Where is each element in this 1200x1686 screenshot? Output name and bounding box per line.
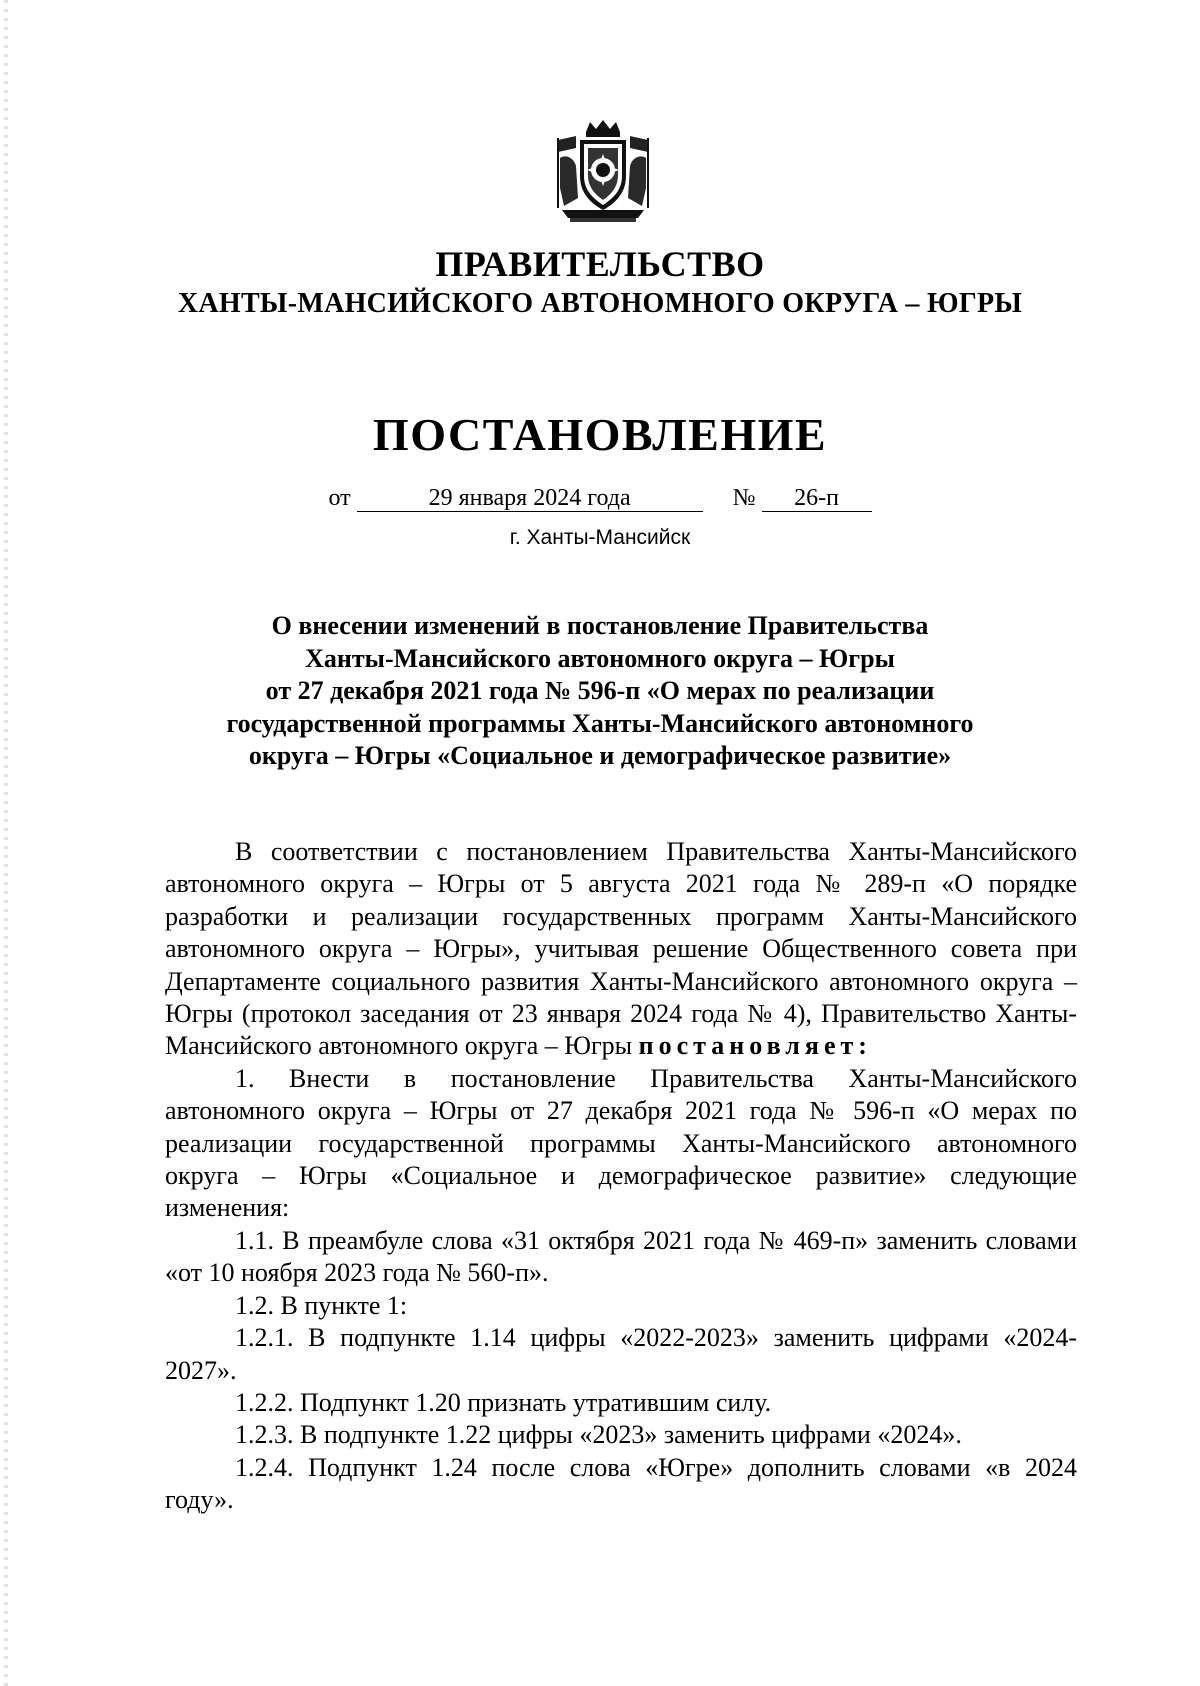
date-number-line [0, 483, 1200, 513]
item-paragraph: 1.1. В преамбуле слова «31 октября 2021 года № 469-п» заменить словами «от 10 ноября 2023 года № 560-п». [165, 1225, 1077, 1288]
heading-line: государственной программы Ханты-Мансийского автономного [226, 708, 974, 738]
city-label: г. Ханты-Мансийск [509, 526, 691, 549]
government-title: ПРАВИТЕЛЬСТВО [435, 244, 765, 284]
preamble-paragraph [165, 836, 1077, 1063]
item-paragraph: 1.2.3. В подпункте 1.22 цифры «2023» заменить цифрами «2024». [235, 1420, 962, 1450]
heading-line: от 27 декабря 2021 года № 596-п «О мерах по реализации [265, 676, 935, 705]
item-paragraph: 1. Внести в постановление Правительства Ханты-Мансийского автономного округа – Югры от 27 декабря 2021 года № 596-п «О мерах по реализации государственной программы Ханты-Мансийского автономного округа – Югры «Социальное и демографическое развитие» следующие изменения: [165, 1063, 1077, 1223]
region-title: ХАНТЫ-МАНСИЙСКОГО АВТОНОМНОГО ОКРУГА – ЮГРЫ [177, 288, 1023, 319]
document-type-title: ПОСТАНОВЛЕНИЕ [372, 409, 828, 460]
from-label: от [328, 485, 351, 511]
resolves-word: постановляет: [638, 1031, 872, 1061]
coat-of-arms-icon [548, 118, 658, 228]
number-label: № [732, 485, 756, 511]
heading-line: округа – Югры «Социальное и демографическое развитие» [248, 741, 952, 770]
heading-line: О внесении изменений в постановление Правительства [271, 611, 929, 640]
document-number: 26-п [762, 485, 872, 512]
item-paragraph: 1.2.4. Подпункт 1.24 после слова «Югре» дополнить словами «в 2024 году». [165, 1452, 1077, 1515]
document-body [165, 836, 1077, 1517]
document-date: 29 января 2024 года [357, 485, 703, 512]
heading-line: Ханты-Мансийского автономного округа – Югры [305, 643, 895, 673]
item-paragraph: 1.2. В пункте 1: [235, 1290, 408, 1320]
preamble-text: В соответствии с постановлением Правительства Ханты-Мансийского автономного округа – Югры от 5 августа 2021 года № 289-п «О порядке разработки и реализации государственных программ Ханты-Мансийского автономного округа – Югры», учитывая решение Общественного совета при Департаменте социального развития Ханты-Мансийского автономного округа – Югры (протокол заседания от 23 января 2024 года № 4), Правительство Ханты-Мансийского автономного округа – Югры [165, 837, 1077, 1061]
item-paragraph: 1.2.2. Подпункт 1.20 признать утратившим силу. [235, 1387, 772, 1417]
document-heading [170, 610, 1030, 773]
item-paragraph: 1.2.1. В подпункте 1.14 цифры «2022-2023» заменить цифрами «2024-2027». [165, 1323, 1077, 1385]
